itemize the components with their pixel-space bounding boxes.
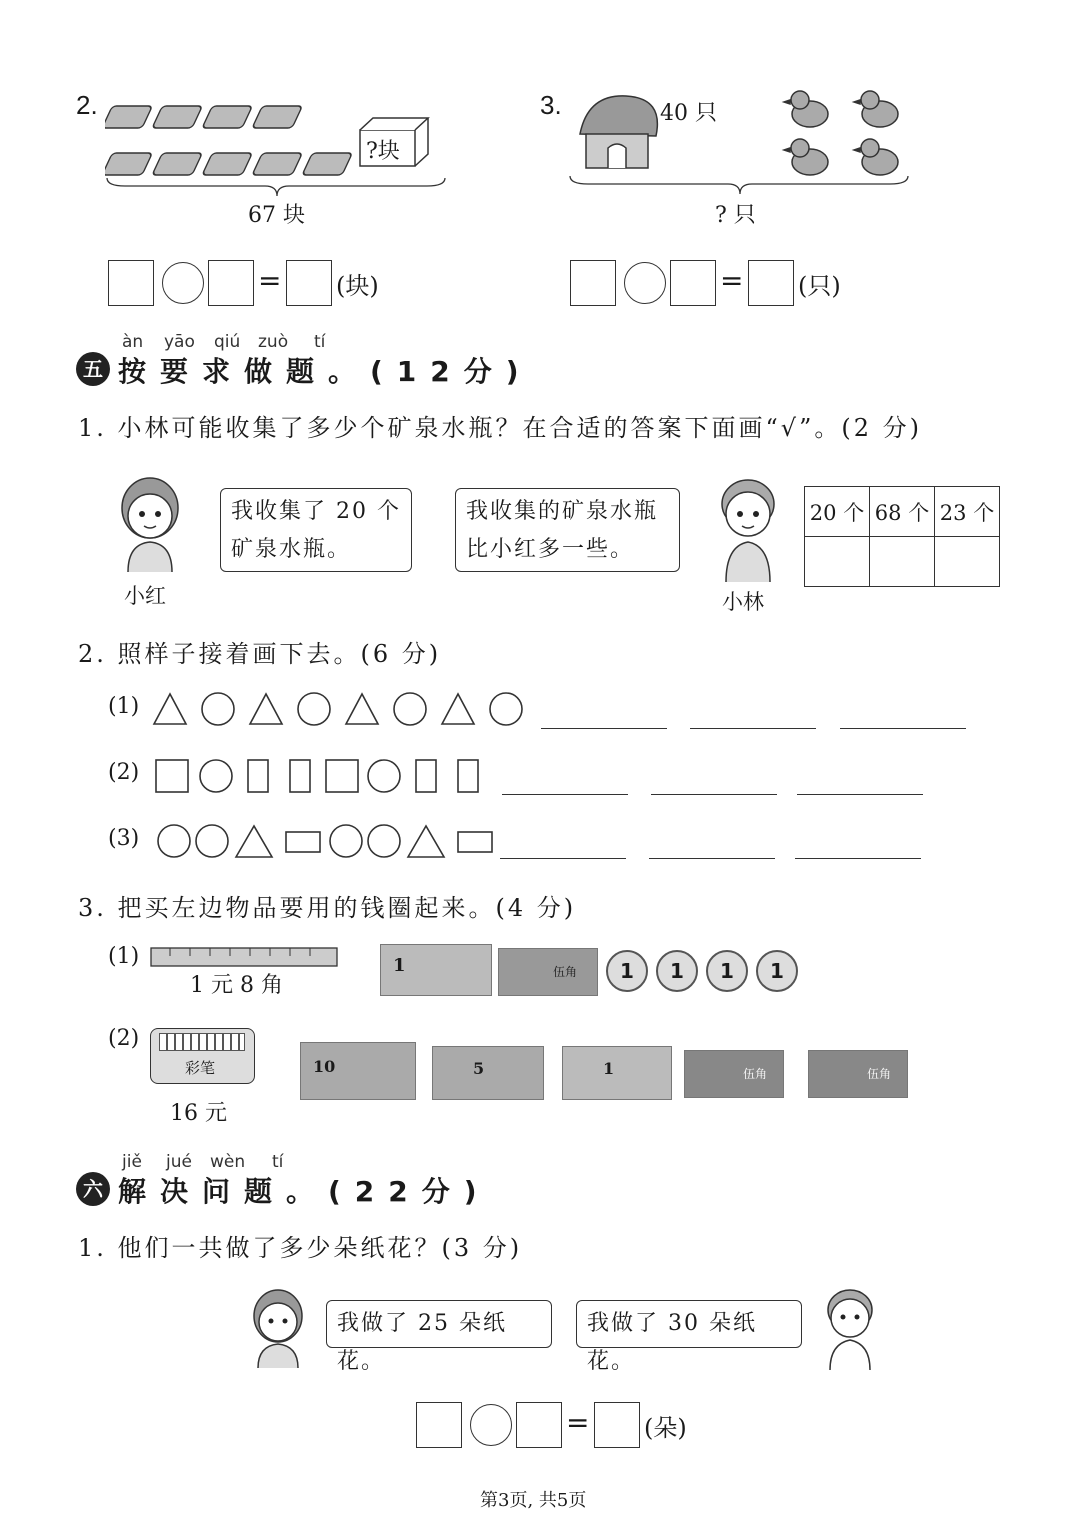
square-shape	[156, 760, 188, 792]
section-5-badge: 五	[76, 352, 110, 386]
answer-box[interactable]	[208, 260, 254, 306]
draw-blank[interactable]	[795, 858, 921, 859]
draw-blank[interactable]	[502, 794, 628, 795]
boy-name: 小林	[722, 590, 764, 614]
rectangle-shape	[290, 760, 310, 792]
eraser-total-label: 67 块	[248, 203, 305, 228]
pattern-row-2-label: (2)	[108, 760, 140, 785]
pinyin-2: jué	[166, 1152, 192, 1172]
s5-question-2: 2. 照样子接着画下去。(6 分)	[78, 640, 442, 668]
item-2-label: (2)	[108, 1026, 140, 1051]
option-68: 68 个	[870, 487, 935, 537]
rectangle-shape	[416, 760, 436, 792]
circle-shape	[196, 825, 228, 857]
draw-blank[interactable]	[651, 794, 777, 795]
check-cell[interactable]	[870, 537, 935, 587]
s5-question-3: 3. 把买左边物品要用的钱圈起来。(4 分)	[78, 894, 577, 922]
bill-value: 1	[393, 955, 406, 976]
pattern-row-2	[150, 754, 490, 796]
bill-value: 1	[603, 1059, 615, 1078]
circle-shape	[158, 825, 190, 857]
crayon-label: 彩笔	[185, 1059, 216, 1077]
pinyin-4: tí	[272, 1152, 284, 1172]
pinyin-3: qiú	[214, 332, 241, 352]
answer-box[interactable]	[570, 260, 616, 306]
bubble-line: 我收集的矿泉水瓶	[466, 499, 659, 524]
ruler-icon	[150, 946, 340, 970]
unit-label: (块)	[336, 272, 379, 300]
triangle-shape	[442, 694, 474, 724]
item-1-price: 1 元 8 角	[190, 973, 283, 998]
pinyin-2: yāo	[164, 332, 195, 352]
box-label: ?块	[366, 139, 400, 164]
bill-value: 伍角	[743, 1067, 768, 1081]
girl-avatar	[248, 1288, 308, 1370]
pattern-row-3-label: (3)	[108, 826, 140, 851]
operator-circle[interactable]	[470, 1404, 512, 1446]
circle-shape	[200, 760, 232, 792]
section-6-badge: 六	[76, 1172, 110, 1206]
question-3-number: 3.	[540, 90, 562, 120]
triangle-shape	[250, 694, 282, 724]
eraser-icons	[105, 106, 352, 175]
item-1-label: (1)	[108, 944, 140, 969]
crayons-row	[159, 1033, 245, 1051]
draw-blank[interactable]	[690, 728, 816, 729]
house-bird-count: 40 只	[660, 101, 717, 126]
check-cell[interactable]	[805, 537, 870, 587]
page-footer: 第3页, 共5页	[480, 1490, 587, 1511]
girl-speech-bubble: 我做了 25 朵纸花。	[326, 1300, 552, 1348]
circle-shape	[202, 693, 234, 725]
circle-shape	[368, 760, 400, 792]
circle-shape	[490, 693, 522, 725]
crayon-box-icon	[150, 1028, 255, 1084]
answer-box[interactable]	[594, 1402, 640, 1448]
triangle-shape	[408, 826, 444, 857]
pinyin-3: wèn	[210, 1152, 246, 1172]
draw-blank[interactable]	[541, 728, 667, 729]
circle-shape	[394, 693, 426, 725]
answer-box[interactable]	[416, 1402, 462, 1448]
circle-shape	[298, 693, 330, 725]
bubble-line: 我收集了 20 个	[231, 499, 401, 524]
one-yuan-coin[interactable]: 1	[606, 950, 648, 992]
answer-box[interactable]	[516, 1402, 562, 1448]
circle-shape	[330, 825, 362, 857]
draw-blank[interactable]	[840, 728, 966, 729]
question-2-number: 2.	[76, 90, 98, 120]
draw-blank[interactable]	[500, 858, 626, 859]
unit-label: (朵)	[644, 1414, 687, 1442]
one-yuan-coin[interactable]: 1	[706, 950, 748, 992]
triangle-shape	[236, 826, 272, 857]
operator-circle[interactable]	[624, 262, 666, 304]
pattern-row-3	[150, 820, 500, 862]
one-yuan-coin[interactable]: 1	[656, 950, 698, 992]
answer-box[interactable]	[748, 260, 794, 306]
pinyin-1: àn	[122, 332, 144, 352]
bird-icons	[784, 91, 898, 175]
pinyin-1: jiě	[122, 1152, 142, 1172]
draw-blank[interactable]	[649, 858, 775, 859]
triangle-shape	[154, 694, 186, 724]
five-jiao-bill[interactable]	[808, 1050, 908, 1098]
pinyin-5: tí	[314, 332, 326, 352]
bird-total-label: ? 只	[715, 203, 756, 228]
bubble-line: 矿泉水瓶。	[231, 537, 352, 562]
rectangle-shape	[458, 760, 478, 792]
bill-value: 5	[473, 1059, 485, 1078]
rectangle-shape	[458, 832, 492, 852]
option-23: 23 个	[935, 487, 1000, 537]
boy-avatar	[820, 1284, 880, 1372]
five-yuan-bill[interactable]	[432, 1046, 544, 1100]
five-jiao-bill[interactable]	[498, 948, 598, 996]
rectangle-shape	[286, 832, 320, 852]
square-shape	[326, 760, 358, 792]
unit-label: (只)	[798, 272, 841, 300]
draw-blank[interactable]	[797, 794, 923, 795]
bubble-line: 比小红多一些。	[466, 537, 635, 562]
item-2-price: 16 元	[170, 1101, 227, 1126]
s6-question-1: 1. 他们一共做了多少朵纸花？(3 分)	[78, 1234, 523, 1262]
girl-avatar	[114, 474, 186, 574]
equals-sign: =	[258, 264, 282, 297]
girl-name: 小红	[124, 584, 166, 608]
pattern-row-1-label: (1)	[108, 694, 140, 719]
section-5-title: 按要求做题。(12分)	[118, 355, 533, 388]
one-yuan-bill[interactable]	[380, 944, 492, 996]
one-yuan-bill[interactable]	[562, 1046, 672, 1100]
pattern-row-1	[150, 688, 530, 730]
one-yuan-coin[interactable]: 1	[756, 950, 798, 992]
rectangle-shape	[248, 760, 268, 792]
boy-speech-bubble: 我做了 30 朵纸花。	[576, 1300, 802, 1348]
circle-shape	[368, 825, 400, 857]
boy-speech-bubble	[455, 488, 680, 572]
check-cell[interactable]	[935, 537, 1000, 587]
equals-sign: =	[720, 264, 744, 297]
equals-sign: =	[566, 1406, 590, 1439]
option-20: 20 个	[805, 487, 870, 537]
answer-box[interactable]	[108, 260, 154, 306]
section-6-title: 解决问题。(22分)	[118, 1175, 491, 1208]
bird-house-illustration	[568, 86, 913, 196]
bill-value: 伍角	[553, 965, 578, 979]
s5-question-1: 1. 小林可能收集了多少个矿泉水瓶？在合适的答案下面画“√”。(2 分)	[78, 414, 922, 442]
bill-value: 10	[313, 1057, 336, 1076]
house-icon	[580, 96, 657, 168]
answer-options-table	[804, 486, 1000, 587]
bill-value: 伍角	[867, 1067, 892, 1081]
triangle-shape	[346, 694, 378, 724]
girl-speech-bubble	[220, 488, 412, 572]
ten-yuan-bill[interactable]	[300, 1042, 416, 1100]
operator-circle[interactable]	[162, 262, 204, 304]
boy-avatar	[712, 474, 784, 584]
pinyin-4: zuò	[258, 332, 289, 352]
answer-box[interactable]	[670, 260, 716, 306]
five-jiao-bill[interactable]	[684, 1050, 784, 1098]
answer-box[interactable]	[286, 260, 332, 306]
